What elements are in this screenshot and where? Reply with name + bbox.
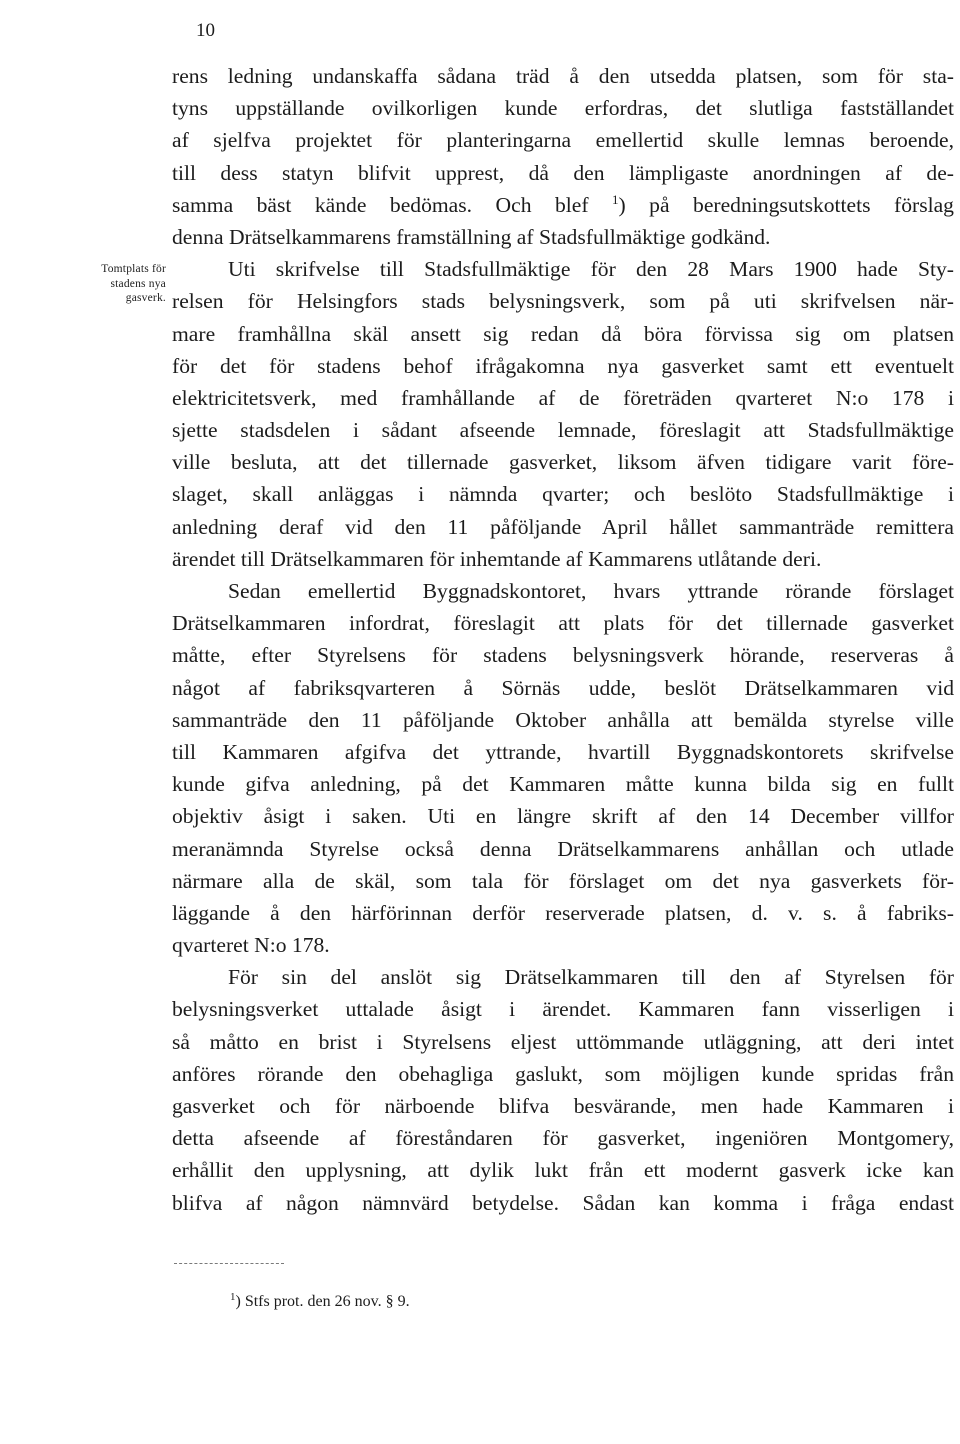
text-line: tyns uppställande ovilkorligen kunde erfordras, det slutliga fastställandet	[172, 96, 954, 121]
body-text	[172, 60, 954, 1219]
text-line: rens ledning undanskaffa sådana träd å den utsedda platsen, som för sta-	[172, 64, 954, 88]
text-line: till Kammaren afgifva det yttrande, hvartill Byggnadskontorets skrifvelse	[172, 739, 954, 764]
footnote-marker: 1	[230, 1291, 236, 1303]
page-number: 10	[196, 20, 215, 41]
text-line: något af fabriksqvarteren å Sörnäs udde, beslöt Drätselkammaren vid	[172, 675, 954, 700]
text-line: Drätselkammaren infordrat, föreslagit att plats för det tillernade gasverket	[172, 611, 954, 636]
text-line: mare framhållna skäl ansett sig redan då böra förvissa sig om platsen	[172, 321, 954, 346]
text-line: närmare alla de skäl, som tala för förslaget om det nya gasverkets för-	[172, 868, 954, 893]
footnote-reference: 1	[612, 191, 619, 207]
text-line: elektricitetsverk, med framhållande af de företräden qvarteret N:o 178 i	[172, 385, 954, 410]
text-line: ärendet till Drätselkammaren för inhemtande af Kammarens utlåtande deri.	[172, 546, 822, 571]
footnote-text: ) Stfs prot. den 26 nov. § 9.	[235, 1293, 410, 1310]
text-line: relsen för Helsingfors stads belysningsverk, som på uti skrifvelsen när-	[172, 289, 954, 314]
text-line: belysningsverket uttalade åsigt i ärendet. Kammaren fann visserligen i	[172, 997, 954, 1022]
paragraph-start-line: Sedan emellertid Byggnadskontoret, hvars yttrande rörande förslaget	[228, 579, 954, 603]
text-line: af sjelfva projektet för planteringarna emellertid skulle lemnas beroende,	[172, 128, 954, 153]
text-line: blifva af någon nämnvärd betydelse. Sådan kan komma i fråga endast	[172, 1190, 954, 1215]
text-line: slaget, skall anläggas i nämnda qvarter; och beslöto Stadsfullmäktige i	[172, 482, 954, 507]
text-line: sjette stadsdelen i sådant afseende lemnade, föreslagit att Stadsfullmäktige	[172, 418, 954, 443]
paragraph-start-line: För sin del anslöt sig Drätselkammaren till den af Styrelsen för	[228, 965, 954, 990]
text-line: måtte, efter Styrelsens för stadens belysningsverk hörande, reserveras å	[172, 643, 954, 668]
text-line: erhållit den upplysning, att dylik lukt från ett modernt gasverk icke kan	[172, 1158, 954, 1183]
footnote-divider	[174, 1263, 284, 1264]
text-line: läggande å den härförinnan derför reserverade platsen, d. v. s. å fabriks-	[172, 900, 954, 925]
text-line: meranämnda Styrelse också denna Drätselkammarens anhållan och utlade	[172, 836, 954, 861]
footnote	[230, 1291, 410, 1313]
text-fragment: ) på beredningsutskottets förslag	[618, 192, 954, 217]
text-line: så måtto en brist i Styrelsens eljest uttömmande utläggning, att deri intet	[172, 1029, 954, 1054]
margin-note-line: Tomtplats för	[101, 263, 166, 275]
text-line: qvarteret N:o 178.	[172, 933, 330, 958]
text-line-with-footnote-ref	[172, 189, 954, 221]
text-line: gasverket och för närboende blifva besvärande, men hade Kammaren i	[172, 1094, 954, 1118]
margin-note-line: stadens nya	[110, 277, 166, 290]
text-line: denna Drätselkammarens framställning af Stadsfullmäktige godkänd.	[172, 224, 771, 249]
text-line: ville besluta, att det tillernade gasverket, liksom äfven tidigare varit före-	[172, 450, 954, 475]
paragraph-start-line: Uti skrifvelse till Stadsfullmäktige för den 28 Mars 1900 hade Sty-	[228, 257, 954, 282]
text-line: detta afseende af föreståndaren för gasverket, ingeniören Montgomery,	[172, 1126, 954, 1151]
margin-note-line: gasverk.	[125, 292, 166, 304]
text-line: kunde gifva anledning, på det Kammaren måtte kunna bilda sig en fullt	[172, 772, 954, 797]
text-line: till dess statyn blifvit upprest, då den lämpligaste anordningen af de-	[172, 160, 954, 185]
text-line: sammanträde den 11 påföljande Oktober anhålla att bemälda styrelse ville	[172, 707, 954, 732]
text-line: anföres rörande den obehagliga gaslukt, som möjligen kunde spridas från	[172, 1061, 954, 1086]
text-fragment: samma bäst kände bedömas. Och blef	[172, 192, 589, 217]
text-line: anledning deraf vid den 11 påföljande April hållet sammanträde remittera	[172, 514, 954, 539]
text-line: objektiv åsigt i saken. Uti en längre skrift af den 14 December villfor	[172, 804, 954, 829]
text-line: för det för stadens behof ifrågakomna nya gasverket samt ett eventuelt	[172, 353, 954, 378]
margin-note	[8, 262, 166, 306]
